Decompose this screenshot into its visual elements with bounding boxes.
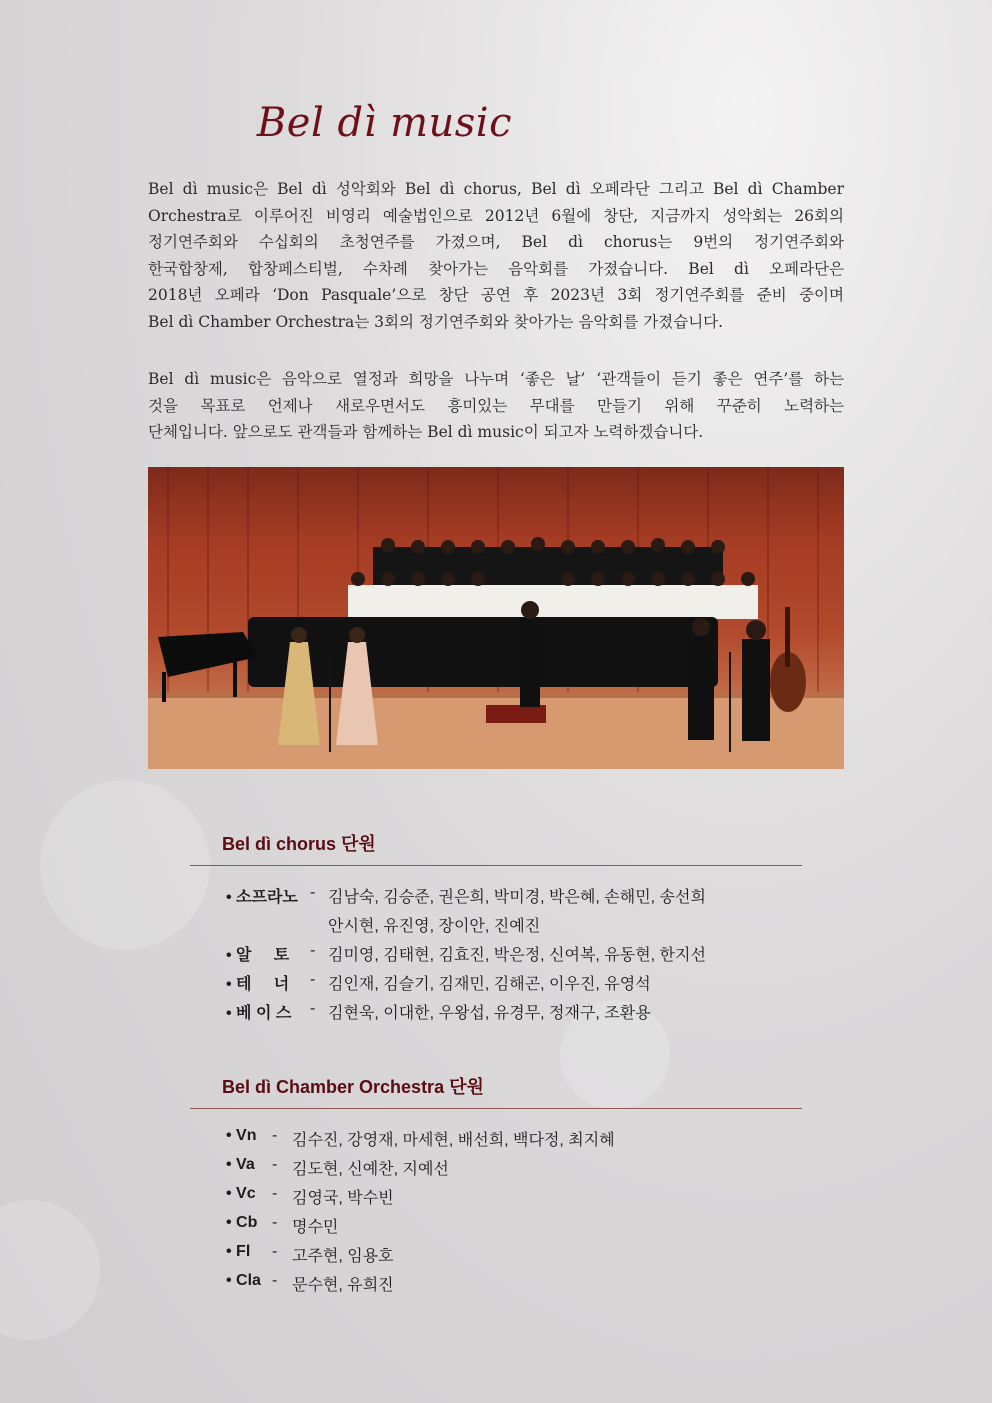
member-names: 문수현, 유희진	[292, 1277, 394, 1294]
logo-text: Bel dì music	[256, 100, 512, 146]
member-names: 김도현, 신예찬, 지예선	[292, 1161, 449, 1178]
dash: -	[272, 1272, 278, 1289]
dash: -	[272, 1214, 278, 1231]
dash: -	[272, 1243, 278, 1260]
member-names: 안시현, 유진영, 장이안, 진예진	[328, 918, 541, 935]
paragraph-line: 2018년 오페라 ‘Don Pasquale’으로 창단 공연 후 2023년 3회 정기연주회를 준비 중이며	[148, 286, 844, 304]
paragraph-line: 단체입니다. 앞으로도 관객들과 함께하는 Bel dì music이 되고자 노력하겠습니다.	[148, 423, 704, 441]
instrument-label: • Fl	[226, 1243, 251, 1260]
instrument-label: • Vc	[226, 1185, 256, 1202]
intro-paragraph-2	[148, 366, 844, 446]
dash: -	[272, 1156, 278, 1173]
member-names: 명수민	[292, 1219, 339, 1236]
instrument-label: • Cla	[226, 1272, 261, 1289]
part-label: • 테 너	[226, 976, 290, 993]
orchestra-divider	[190, 1108, 802, 1109]
paragraph-line: 정기연주회와 수십회의 초청연주를 가졌으며, Bel dì chorus는 9번의 정기연주회와	[148, 233, 844, 251]
dash: -	[310, 884, 316, 901]
member-names: 김영국, 박수빈	[292, 1190, 394, 1207]
orchestra-photo	[148, 467, 844, 769]
part-label: • 소프라노	[226, 889, 298, 906]
background-bokeh	[0, 1200, 100, 1340]
instrument-label: • Cb	[226, 1214, 258, 1231]
concert-stage-illustration	[148, 467, 844, 769]
paragraph-line: Bel dì music은 Bel dì 성악회와 Bel dì chorus, Bel dì 오페라단 그리고 Bel dì Chamber	[148, 180, 844, 198]
logo-title	[0, 100, 926, 146]
paragraph-line: 것을 목표로 언제나 새로우면서도 흥미있는 무대를 만들기 위해 꾸준히 노력하는	[148, 396, 844, 415]
part-label: • 베 이 스	[226, 1005, 292, 1022]
member-names: 김인재, 김슬기, 김재민, 김해곤, 이우진, 유영석	[328, 976, 651, 993]
instrument-label: • Vn	[226, 1127, 257, 1144]
dash: -	[310, 1000, 316, 1017]
paragraph-line: Orchestra로 이루어진 비영리 예술법인으로 2012년 6월에 창단, 지금까지 성악회는 26회의	[148, 206, 844, 225]
member-names: 고주현, 임용호	[292, 1248, 394, 1265]
background-bokeh	[40, 780, 210, 950]
dash: -	[310, 942, 316, 959]
member-names: 김남숙, 김승준, 권은희, 박미경, 박은혜, 손해민, 송선희	[328, 889, 706, 906]
paragraph-line: Bel dì music은 음악으로 열정과 희망을 나누며 ‘좋은 날’ ‘관객들이 듣기 좋은 연주’를 하는	[148, 370, 844, 388]
chorus-section-title: Bel dì chorus 단원	[222, 834, 376, 854]
dash: -	[272, 1127, 278, 1144]
member-names: 김현욱, 이대한, 우왕섭, 유경무, 정재구, 조환용	[328, 1005, 651, 1022]
part-label: • 알 토	[226, 947, 290, 964]
intro-paragraph-1	[148, 176, 844, 335]
member-names: 김수진, 강영재, 마세현, 배선희, 백다정, 최지혜	[292, 1132, 615, 1149]
dash: -	[310, 971, 316, 988]
dash: -	[272, 1185, 278, 1202]
orchestra-section-title: Bel dì Chamber Orchestra 단원	[222, 1077, 484, 1097]
instrument-label: • Va	[226, 1156, 255, 1173]
member-names: 김미영, 김태현, 김효진, 박은정, 신여복, 유동현, 한지선	[328, 947, 706, 964]
paragraph-line: 한국합창제, 합창페스티벌, 수차례 찾아가는 음악회를 가졌습니다. Bel dì 오페라단은	[148, 259, 844, 278]
paragraph-line: Bel dì Chamber Orchestra는 3회의 정기연주회와 찾아가는 음악회를 가졌습니다.	[148, 312, 724, 331]
chorus-divider	[190, 865, 802, 866]
